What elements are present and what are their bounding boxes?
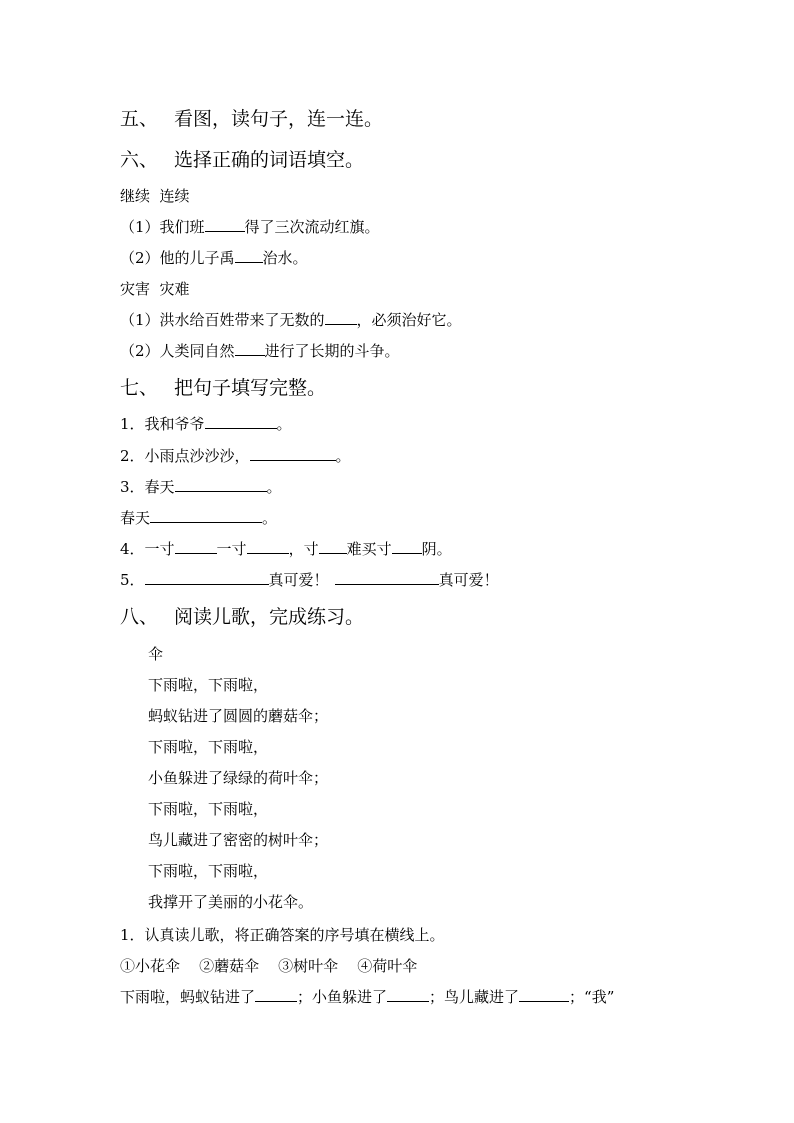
- word-choices-2: 灾害 灾难: [120, 280, 190, 298]
- question-6-3: [120, 310, 462, 330]
- answer-blank[interactable]: [319, 539, 347, 554]
- question-6-1: [120, 217, 380, 237]
- section-number: 六、: [120, 149, 159, 171]
- answer-options: ①小花伞 ②蘑菇伞 ③树叶伞 ④荷叶伞: [120, 957, 418, 975]
- sentence-7-3: [120, 477, 282, 497]
- section-5-heading: [120, 106, 383, 132]
- poem-line: 小鱼躲进了绿绿的荷叶伞；: [148, 769, 329, 787]
- section-title: 选择正确的词语填空。: [174, 149, 365, 171]
- section-title: 把句子填写完整。: [174, 377, 327, 399]
- question-text: ；小鱼躲进了: [297, 988, 388, 1006]
- sentence-text: ，寸: [288, 540, 319, 558]
- answer-blank[interactable]: [392, 539, 422, 554]
- sentence-text: 2．小雨点沙沙沙，: [120, 447, 250, 465]
- sentence-7-5: [120, 570, 499, 590]
- answer-blank[interactable]: [519, 987, 569, 1002]
- question-text: （1）我们班: [120, 218, 205, 236]
- question-text: 进行了长期的斗争。: [264, 342, 400, 360]
- poem-line: 下雨啦，下雨啦，: [148, 676, 269, 694]
- sentence-text: 3．春天: [120, 478, 175, 496]
- answer-blank[interactable]: [235, 248, 263, 263]
- sentence-text: 。: [262, 509, 278, 527]
- sentence-7-4: [120, 539, 452, 559]
- answer-blank[interactable]: [175, 477, 267, 492]
- sentence-text: 1．我和爷爷: [120, 415, 205, 433]
- answer-blank[interactable]: [235, 341, 265, 356]
- answer-blank[interactable]: [335, 570, 439, 585]
- question-text: 得了三次流动红旗。: [244, 218, 380, 236]
- sentence-text: 。: [266, 478, 282, 496]
- answer-blank[interactable]: [145, 570, 269, 585]
- question-text: ，必须治好它。: [356, 311, 462, 329]
- sentence-text: 真可爱！: [268, 571, 329, 589]
- sentence-text: 。: [335, 447, 351, 465]
- sentence-text: 。: [276, 415, 292, 433]
- poem-line: 下雨啦，下雨啦，: [148, 800, 269, 818]
- question-text: 下雨啦，蚂蚁钻进了: [120, 988, 256, 1006]
- section-number: 七、: [120, 377, 159, 399]
- word-choices-1: 继续 连续: [120, 187, 190, 205]
- poem-line: 我撑开了美丽的小花伞。: [148, 893, 314, 911]
- section-7-heading: [120, 375, 326, 401]
- answer-blank[interactable]: [150, 508, 262, 523]
- question-text: （1）洪水给百姓带来了无数的: [120, 311, 325, 329]
- question-8-1: 1．认真读儿歌，将正确答案的序号填在横线上。: [120, 926, 445, 944]
- sentence-text: 真可爱！: [438, 571, 499, 589]
- section-8-heading: [120, 604, 364, 630]
- section-number: 八、: [120, 606, 159, 628]
- section-title: 阅读儿歌，完成练习。: [174, 606, 365, 628]
- answer-blank[interactable]: [255, 987, 297, 1002]
- sentence-text: 难买寸: [346, 540, 392, 558]
- answer-blank[interactable]: [325, 310, 357, 325]
- question-text: （2）人类同自然: [120, 342, 235, 360]
- poem-line: 下雨啦，下雨啦，: [148, 862, 269, 880]
- poem-title: 伞: [148, 645, 164, 663]
- sentence-text: 春天: [120, 509, 151, 527]
- poem-line: 下雨啦，下雨啦，: [148, 738, 269, 756]
- answer-blank[interactable]: [175, 539, 217, 554]
- section-number: 五、: [120, 108, 159, 130]
- sentence-text: 5．: [120, 571, 145, 589]
- poem-line: 蚂蚁钻进了圆圆的蘑菇伞；: [148, 707, 329, 725]
- question-text: 治水。: [262, 249, 308, 267]
- sentence-7-2: [120, 446, 351, 466]
- sentence-7-1: [120, 414, 292, 434]
- poem-line: 鸟儿藏进了密密的树叶伞；: [148, 831, 329, 849]
- answer-blank[interactable]: [250, 446, 336, 461]
- answer-blank[interactable]: [205, 414, 277, 429]
- question-8-1-fill: [120, 987, 614, 1007]
- question-text: （2）他的儿子禹: [120, 249, 235, 267]
- answer-blank[interactable]: [247, 539, 289, 554]
- sentence-text: 一寸: [216, 540, 247, 558]
- sentence-text: 4．一寸: [120, 540, 175, 558]
- sentence-text: 阴。: [421, 540, 452, 558]
- question-6-4: [120, 341, 400, 361]
- question-6-2: [120, 248, 308, 268]
- question-text: ；鸟儿藏进了: [429, 988, 520, 1006]
- section-title: 看图，读句子，连一连。: [174, 108, 384, 130]
- sentence-7-3b: [120, 508, 277, 528]
- answer-blank[interactable]: [205, 217, 245, 232]
- answer-blank[interactable]: [387, 987, 429, 1002]
- section-6-heading: [120, 147, 364, 173]
- question-text: ；“我”: [569, 988, 615, 1006]
